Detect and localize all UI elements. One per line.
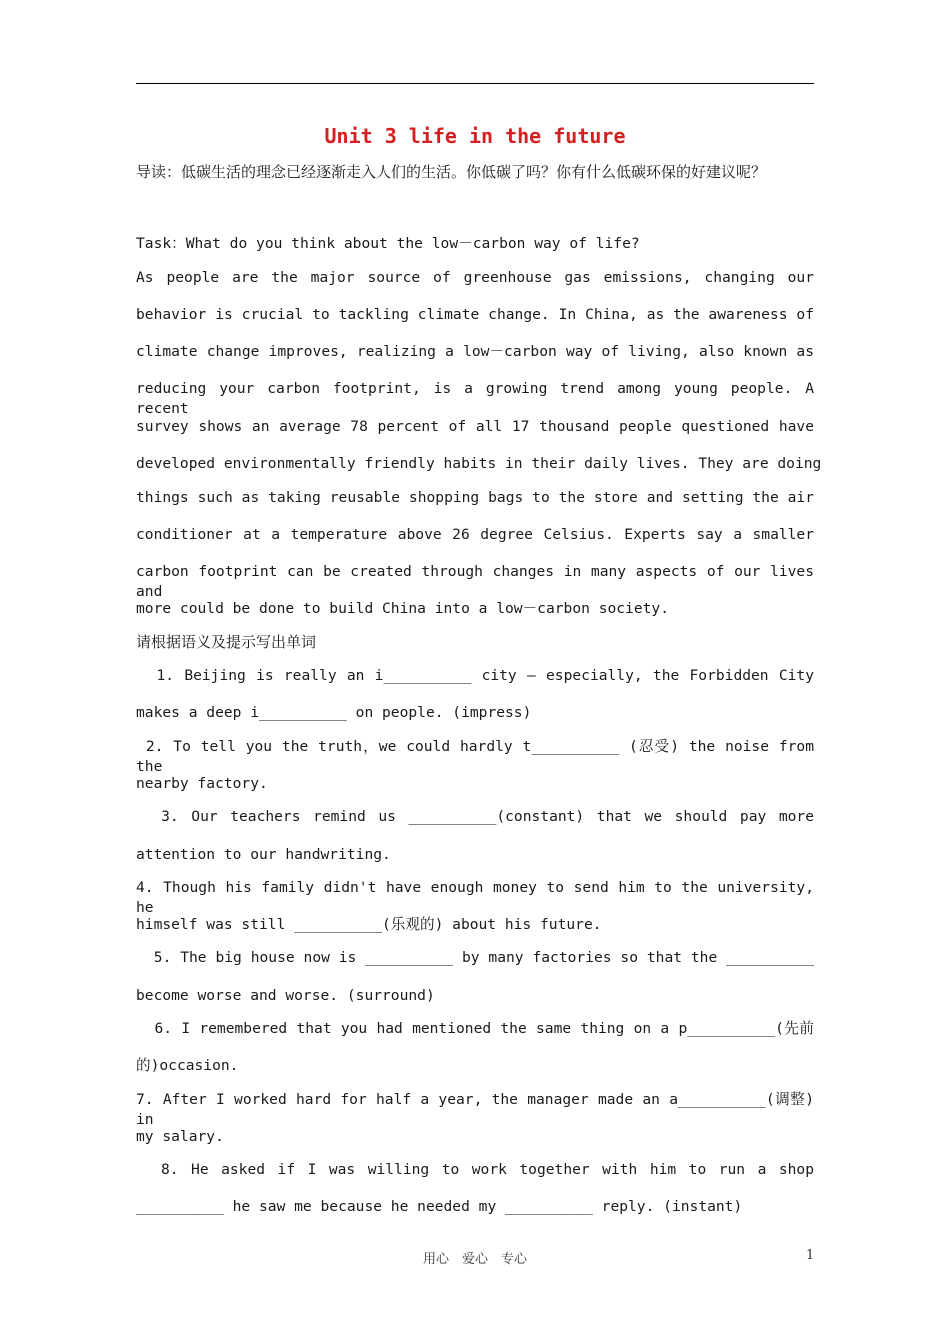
exercise-line: 7. After I worked hard for half a year, the manager made an a__________(调整) in [136, 1091, 823, 1128]
passage-line: conditioner at a temperature above 26 degree Celsius. Experts say a smaller [136, 526, 814, 543]
exercise-line: 1. Beijing is really an i__________ city — especially, the Forbidden City [136, 667, 814, 684]
page-number: 1 [806, 1248, 815, 1263]
task-line: Task：What do you think about the low－carbon way of life? [136, 235, 640, 252]
exercise-line: nearby factory. [136, 775, 268, 792]
passage-line: survey shows an average 78 percent of all 17 thousand people questioned have [136, 418, 814, 435]
exercise-line: 5. The big house now is __________ by many factories so that the __________ [136, 949, 815, 966]
page-footer: 用心 爱心 专心 [422, 1252, 527, 1267]
exercise-line: 6. I remembered that you had mentioned the same thing on a p__________(先前 [136, 1020, 814, 1037]
exercise-instruction: 请根据语义及提示写出单词 [136, 633, 317, 651]
passage-line: behavior is crucial to tackling climate change. In China, as the awareness of [136, 306, 814, 323]
exercise-line: __________ he saw me because he needed my __________ reply. (instant) [136, 1198, 743, 1215]
exercise-line: makes a deep i__________ on people. (impress) [136, 704, 532, 721]
passage-line: climate change improves, realizing a low－carbon way of living, also known as [136, 343, 814, 360]
passage-line: As people are the major source of greenhouse gas emissions, changing our [136, 269, 814, 286]
passage-line: developed environmentally friendly habits in their daily lives. They are doing [136, 455, 822, 472]
exercise-line: 的)occasion. [136, 1057, 239, 1074]
header-rule [136, 83, 814, 84]
exercise-line: 2. To tell you the truth，we could hardly t__________ (忍受) the noise from the [136, 738, 823, 775]
guide-text: 导读：低碳生活的理念已经逐渐走入人们的生活。你低碳了吗？你有什么低碳环保的好建议呢？ [136, 163, 767, 181]
exercise-line: 3. Our teachers remind us __________(constant) that we should pay more [136, 808, 814, 825]
passage-line: reducing your carbon footprint, is a growing trend among young people. A recent [136, 380, 814, 417]
passage-line: more could be done to build China into a low－carbon society. [136, 600, 669, 617]
passage-line: carbon footprint can be created through changes in many aspects of our lives and [136, 563, 814, 600]
exercise-line: my salary. [136, 1128, 224, 1145]
document-title: Unit 3 life in the future [324, 124, 626, 148]
exercise-line: himself was still __________(乐观的) about his future. [136, 916, 602, 933]
exercise-line: become worse and worse. (surround) [136, 987, 435, 1004]
exercise-line: 4. Though his family didn't have enough money to send him to the university, he [136, 879, 823, 916]
exercise-line: attention to our handwriting. [136, 846, 391, 863]
passage-line: things such as taking reusable shopping bags to the store and setting the air [136, 489, 814, 506]
exercise-line: 8. He asked if I was willing to work together with him to run a shop [136, 1161, 814, 1178]
